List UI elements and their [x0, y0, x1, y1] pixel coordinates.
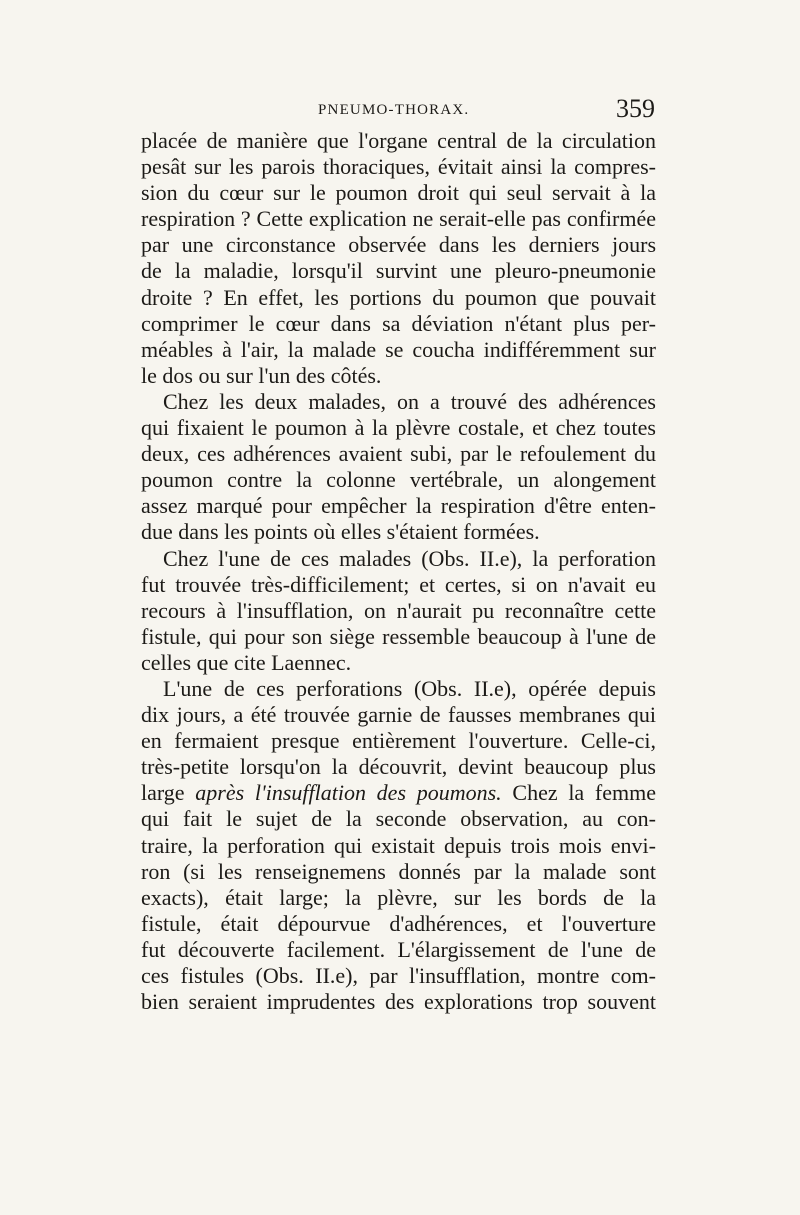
text-line: assez marqué pour empêcher la respiration d'être enten- [141, 493, 656, 519]
running-head [318, 94, 658, 124]
text-line: traire, la perforation qui existait depuis trois mois envi- [141, 832, 656, 858]
text-line: méables à l'air, la malade se coucha indifféremment sur [141, 336, 656, 362]
text-line: droite ? En effet, les portions du poumon que pouvait [141, 284, 656, 310]
text-line: qui fixaient le poumon à la plèvre costale, et chez toutes [141, 415, 656, 441]
text-line: comprimer le cœur dans sa déviation n'étant plus per- [141, 310, 656, 336]
text-segment: Chez la femme [512, 780, 656, 806]
text-line: respiration ? Cette explication ne serait-elle pas confirmée [141, 206, 656, 232]
text-line: par une circonstance observée dans les derniers jours [141, 232, 656, 258]
text-line: Chez l'une de ces malades (Obs. II.e), la perforation [163, 545, 656, 571]
running-title: PNEUMO-THORAX. [318, 102, 470, 118]
text-line: Chez les deux malades, on a trouvé des adhérences [163, 388, 656, 414]
text-line: poumon contre la colonne vertébrale, un alongement [141, 467, 656, 493]
text-line: due dans les points où elles s'étaient formées. [141, 519, 540, 545]
text-line: fut trouvée très-difficilement; et certes, si on n'avait eu [141, 571, 656, 597]
text-line: placée de manière que l'organe central de la circulation [141, 128, 656, 153]
text-line-mixed [141, 780, 656, 806]
text-line: ron (si les renseignemens donnés par la malade sont [141, 858, 656, 884]
text-line: fistule, qui pour son siège ressemble beaucoup à l'une de [141, 623, 656, 649]
text-line: pesât sur les parois thoraciques, évitait ainsi la compres- [141, 154, 656, 180]
text-line: fut découverte facilement. L'élargissement de l'une de [141, 936, 656, 962]
text-line: celles que cite Laennec. [141, 649, 352, 675]
text-line: ces fistules (Obs. II.e), par l'insufflation, montre com- [141, 963, 656, 988]
text-line: de la maladie, lorsqu'il survint une pleuro-pneumonie [141, 258, 656, 284]
text-line: fistule, était dépourvue d'adhérences, et l'ouverture [141, 910, 656, 936]
text-line: bien seraient imprudentes des explorations trop souvent [141, 989, 656, 1015]
text-line: en fermaient presque entièrement l'ouverture. Celle-ci, [141, 728, 656, 754]
text-line: L'une de ces perforations (Obs. II.e), opérée depuis [163, 675, 656, 701]
text-line: recours à l'insufflation, on n'aurait pu reconnaître cette [141, 597, 656, 623]
text-line: deux, ces adhérences avaient subi, par le refoulement du [141, 441, 656, 467]
text-line: sion du cœur sur le poumon droit qui seul servait à la [141, 180, 656, 206]
page-number: 359 [616, 94, 655, 123]
text-line: exacts), était large; la plèvre, sur les bords de la [141, 884, 656, 910]
text-line: le dos ou sur l'un des côtés. [141, 362, 382, 388]
italic-phrase: après l'insufflation des poumons. [195, 780, 502, 806]
text-line: qui fait le sujet de la seconde observation, au con- [141, 806, 656, 832]
body-text [141, 128, 656, 1015]
text-line: très-petite lorsqu'on la découvrit, devint beaucoup plus [141, 754, 656, 780]
text-line: dix jours, a été trouvée garnie de fausses membranes qui [141, 702, 656, 728]
text-segment: large [141, 780, 185, 806]
